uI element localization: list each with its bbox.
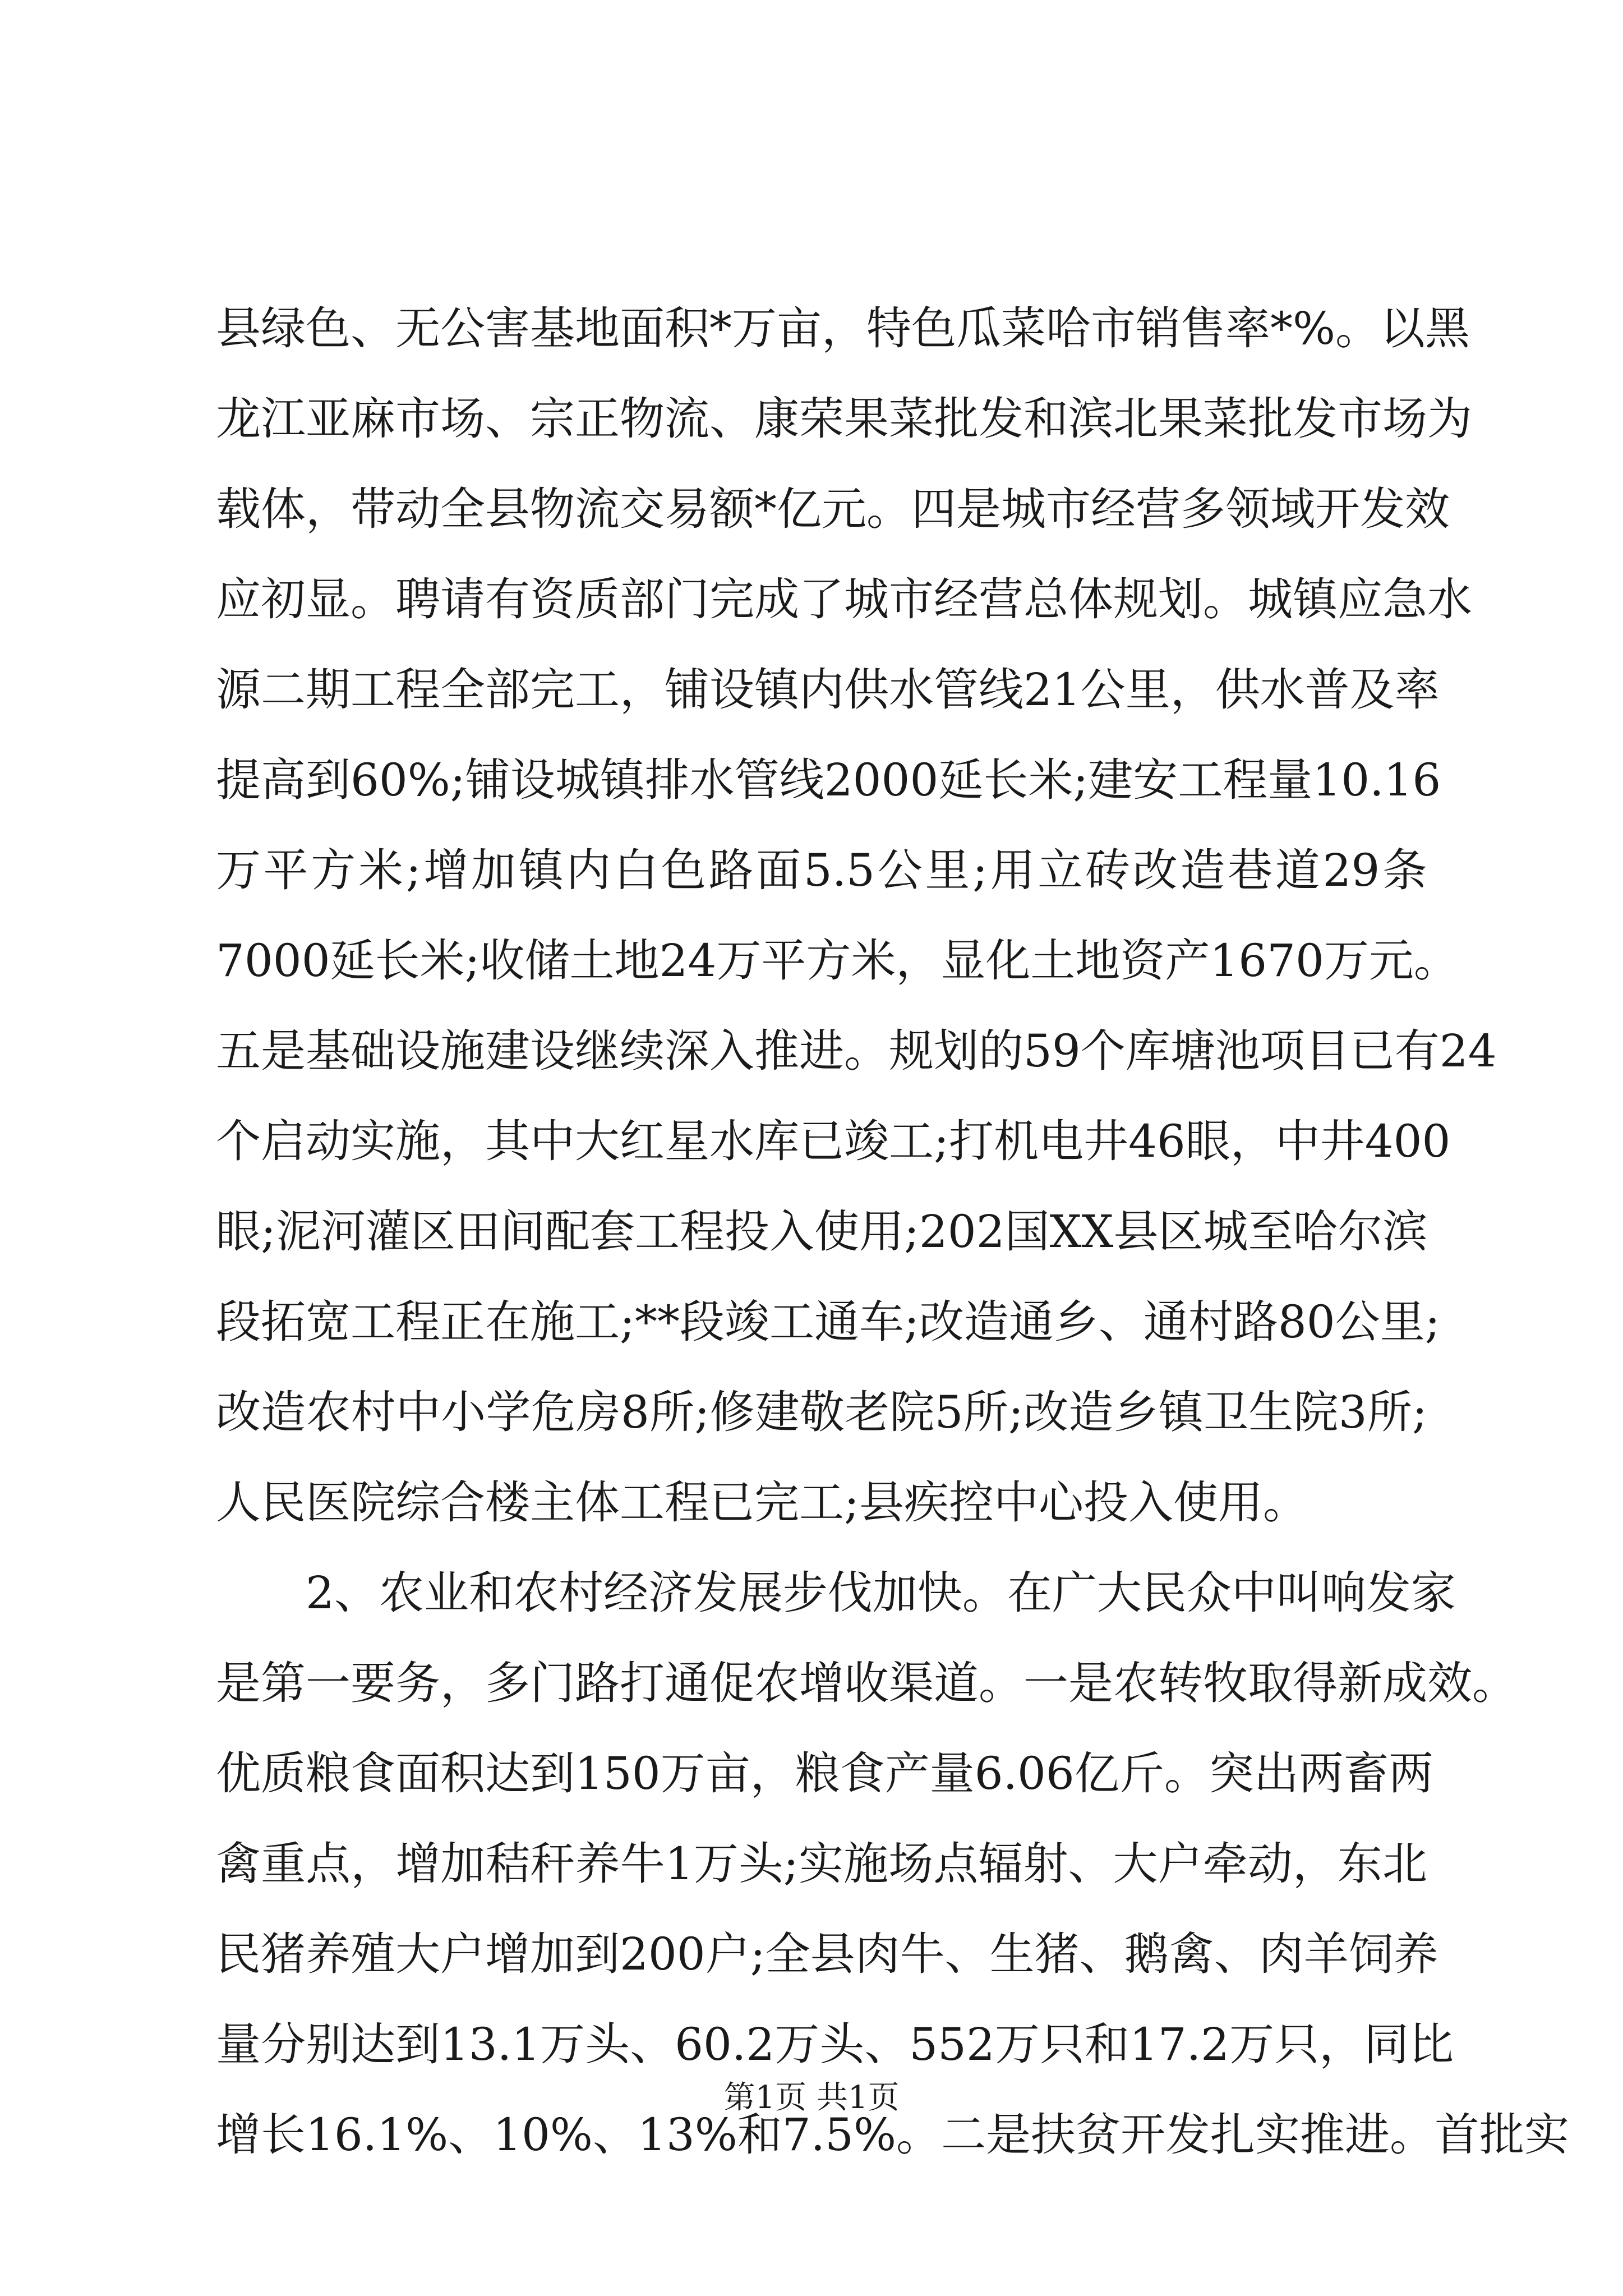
text-line: 民猪养殖大户增加到200户;全县肉牛、生猪、鹅禽、肉羊饲养 [216,1928,1438,1980]
text-line: 改造农村中小学危房8所;修建敬老院5所;改造乡镇卫生院3所; [216,1386,1427,1438]
text-line: 五是基础设施建设继续深入推进。规划的59个库塘池项目已有24 [216,1025,1497,1077]
text-line: 量分别达到13.1万头、60.2万头、552万只和17.2万只，同比 [216,2018,1454,2070]
text-line: 段拓宽工程正在施工;**段竣工通车;改造通乡、通村路80公里; [216,1296,1440,1348]
text-line: 优质粮食面积达到150万亩，粮食产量6.06亿斤。突出两畜两 [216,1747,1433,1800]
text-line: 源二期工程全部完工，铺设镇内供水管线21公里，供水普及率 [216,664,1440,716]
document-body [216,283,1570,2180]
page-number-footer: 第1页 共1页 [723,2079,900,2116]
text-line: 是第一要务，多门路打通促农增收渠道。一是农转牧取得新成效。 [216,1657,1517,1709]
paragraph-start-line: 2、农业和农村经济发展步伐加快。在广大民众中叫响发家 [216,1567,1456,1619]
text-line: 万平方米;增加镇内白色路面5.5公里;用立砖改造巷道29条 [216,844,1427,896]
text-line: 个启动实施，其中大红星水库已竣工;打机电井46眼，中井400 [216,1115,1451,1167]
text-line: 7000延长米;收储土地24万平方米，显化土地资产1670万元。 [216,935,1459,987]
text-line: 人民医院综合楼主体工程已完工;县疾控中心投入使用。 [216,1476,1308,1529]
text-line: 禽重点，增加秸秆养牛1万头;实施场点辐射、大户牵动，东北 [216,1838,1427,1890]
text-line: 提高到60%;铺设城镇排水管线2000延长米;建安工程量10.16 [216,754,1441,806]
text-line: 载体，带动全县物流交易额*亿元。四是城市经营多领域开发效 [216,483,1450,535]
text-line: 增长16.1%、10%、13%和7.5%。二是扶贫开发扎实推进。首批实 [216,2109,1570,2161]
text-line: 县绿色、无公害基地面积*万亩，特色瓜菜哈市销售率*%。以黑 [216,302,1470,355]
text-line: 应初显。聘请有资质部门完成了城市经营总体规划。城镇应急水 [216,573,1472,625]
text-line: 龙江亚麻市场、宗正物流、康荣果菜批发和滨北果菜批发市场为 [216,393,1472,445]
text-line: 眼;泥河灌区田间配套工程投入使用;202国XX县区城至哈尔滨 [216,1205,1428,1258]
